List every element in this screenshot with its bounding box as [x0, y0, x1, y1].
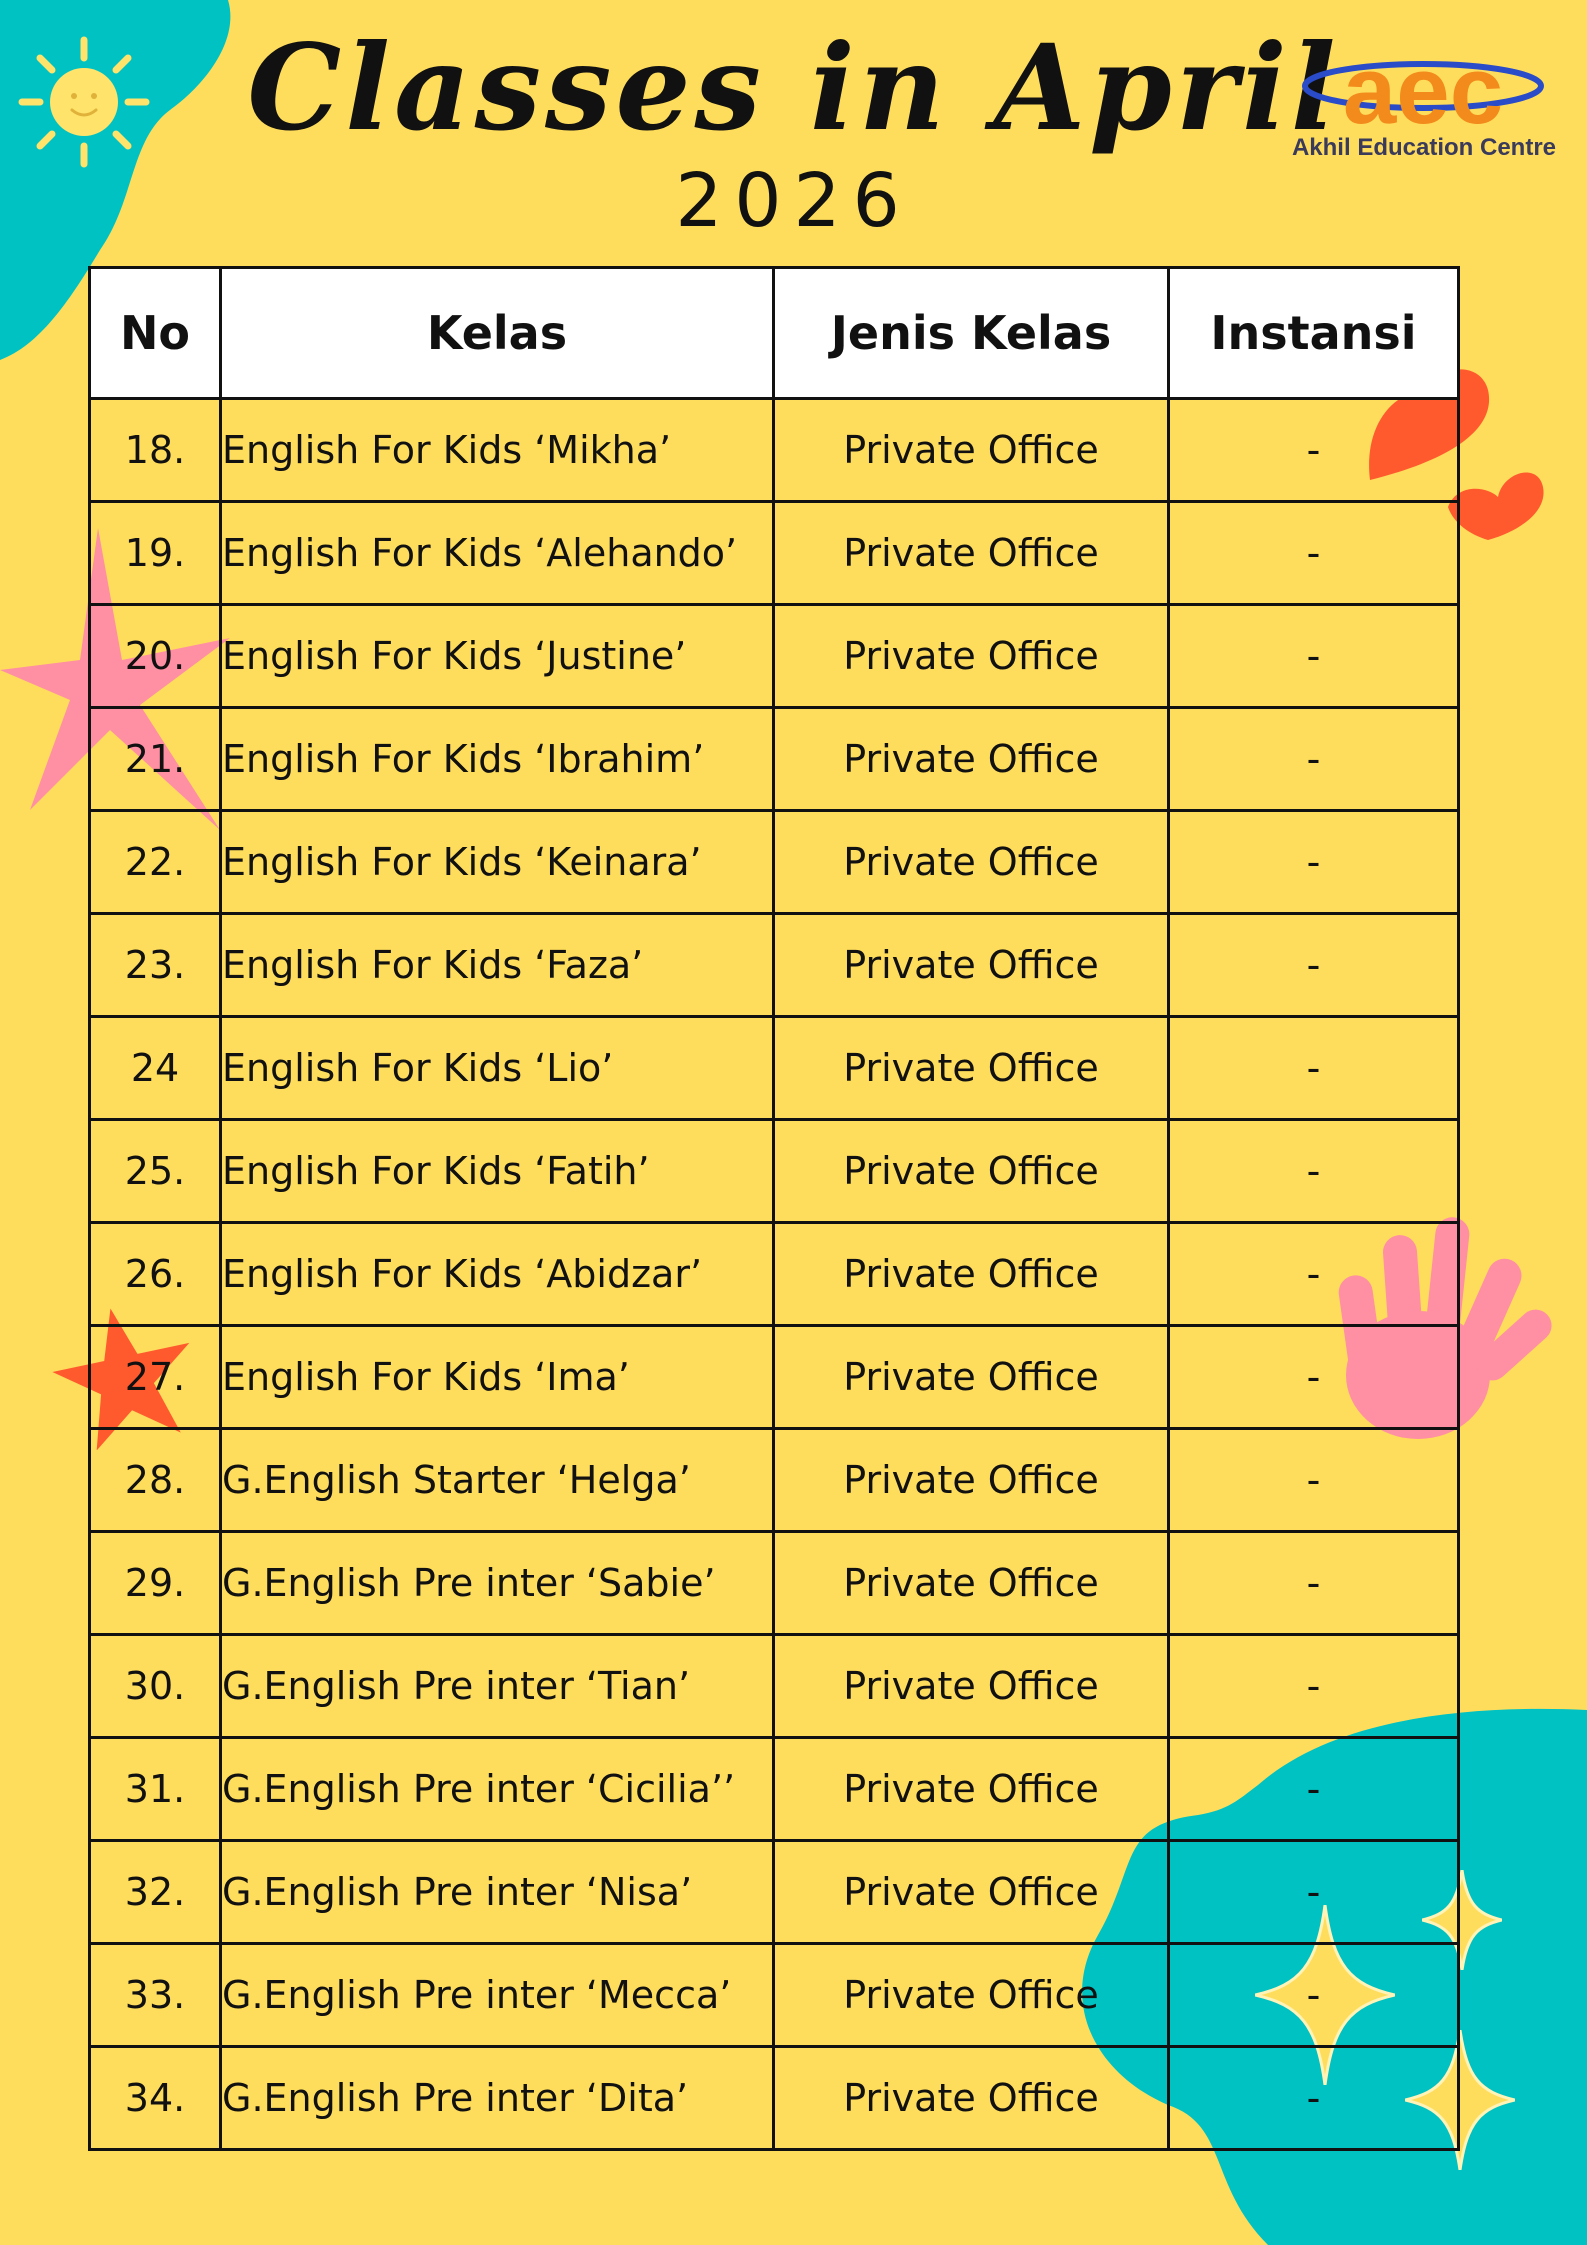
table-row: [90, 1841, 1459, 1944]
column-header-instansi: Instansi: [1169, 268, 1459, 399]
table-row: [90, 1635, 1459, 1738]
row-kelas: English For Kids ‘Keinara’: [221, 811, 774, 914]
row-jenis-kelas: Private Office: [774, 1429, 1169, 1532]
row-instansi: -: [1169, 605, 1459, 708]
page-year: 2026: [675, 158, 912, 244]
row-no: 23.: [90, 914, 221, 1017]
row-jenis-kelas: Private Office: [774, 914, 1169, 1017]
row-no: 26.: [90, 1223, 221, 1326]
row-kelas: English For Kids ‘Fatih’: [221, 1120, 774, 1223]
row-jenis-kelas: Private Office: [774, 1326, 1169, 1429]
row-instansi: -: [1169, 2047, 1459, 2150]
page-title: Classes in April: [247, 18, 1340, 157]
row-instansi: -: [1169, 399, 1459, 502]
row-kelas: G.English Pre inter ‘Nisa’: [221, 1841, 774, 1944]
row-jenis-kelas: Private Office: [774, 1532, 1169, 1635]
table-row: [90, 1223, 1459, 1326]
row-no: 24: [90, 1017, 221, 1120]
row-no: 29.: [90, 1532, 221, 1635]
row-no: 27.: [90, 1326, 221, 1429]
row-instansi: -: [1169, 1738, 1459, 1841]
row-no: 18.: [90, 399, 221, 502]
row-jenis-kelas: Private Office: [774, 811, 1169, 914]
row-kelas: English For Kids ‘Abidzar’: [221, 1223, 774, 1326]
table-row: [90, 2047, 1459, 2150]
row-kelas: English For Kids ‘Ibrahim’: [221, 708, 774, 811]
row-jenis-kelas: Private Office: [774, 2047, 1169, 2150]
row-instansi: -: [1169, 502, 1459, 605]
row-kelas: English For Kids ‘Alehando’: [221, 502, 774, 605]
table-row: [90, 1429, 1459, 1532]
row-kelas: G.English Pre inter ‘Sabie’: [221, 1532, 774, 1635]
row-instansi: -: [1169, 1635, 1459, 1738]
table-row: [90, 914, 1459, 1017]
row-instansi: -: [1169, 708, 1459, 811]
row-jenis-kelas: Private Office: [774, 605, 1169, 708]
row-no: 25.: [90, 1120, 221, 1223]
row-jenis-kelas: Private Office: [774, 1635, 1169, 1738]
row-jenis-kelas: Private Office: [774, 1841, 1169, 1944]
table-row: [90, 1944, 1459, 2047]
row-kelas: G.English Starter ‘Helga’: [221, 1429, 774, 1532]
row-no: 19.: [90, 502, 221, 605]
row-jenis-kelas: Private Office: [774, 1223, 1169, 1326]
row-kelas: G.English Pre inter ‘Cicilia’’: [221, 1738, 774, 1841]
row-kelas: English For Kids ‘Ima’: [221, 1326, 774, 1429]
row-instansi: -: [1169, 1944, 1459, 2047]
table-row: [90, 1738, 1459, 1841]
row-jenis-kelas: Private Office: [774, 1017, 1169, 1120]
column-header-kelas: Kelas: [221, 268, 774, 399]
row-instansi: -: [1169, 914, 1459, 1017]
column-header-no: No: [90, 268, 221, 399]
row-kelas: English For Kids ‘Mikha’: [221, 399, 774, 502]
row-kelas: G.English Pre inter ‘Mecca’: [221, 1944, 774, 2047]
table-row: [90, 1120, 1459, 1223]
row-jenis-kelas: Private Office: [774, 1120, 1169, 1223]
row-kelas: G.English Pre inter ‘Dita’: [221, 2047, 774, 2150]
row-no: 30.: [90, 1635, 221, 1738]
class-schedule-table: [88, 266, 1460, 2151]
row-jenis-kelas: Private Office: [774, 1738, 1169, 1841]
table-row: [90, 811, 1459, 914]
row-no: 32.: [90, 1841, 221, 1944]
table-row: [90, 605, 1459, 708]
row-kelas: G.English Pre inter ‘Tian’: [221, 1635, 774, 1738]
row-jenis-kelas: Private Office: [774, 1944, 1169, 2047]
table-row: [90, 708, 1459, 811]
row-instansi: -: [1169, 1326, 1459, 1429]
row-jenis-kelas: Private Office: [774, 502, 1169, 605]
row-instansi: -: [1169, 1223, 1459, 1326]
row-instansi: -: [1169, 811, 1459, 914]
row-instansi: -: [1169, 1532, 1459, 1635]
heart-icon: [1448, 462, 1548, 542]
column-header-jenis-kelas: Jenis Kelas: [774, 268, 1169, 399]
row-kelas: English For Kids ‘Faza’: [221, 914, 774, 1017]
row-instansi: -: [1169, 1120, 1459, 1223]
logo-wordmark: aec: [1342, 37, 1504, 144]
row-no: 34.: [90, 2047, 221, 2150]
row-instansi: -: [1169, 1429, 1459, 1532]
row-jenis-kelas: Private Office: [774, 399, 1169, 502]
row-no: 21.: [90, 708, 221, 811]
row-jenis-kelas: Private Office: [774, 708, 1169, 811]
row-no: 33.: [90, 1944, 221, 2047]
row-no: 28.: [90, 1429, 221, 1532]
logo-caption: Akhil Education Centre: [1291, 134, 1557, 161]
table-row: [90, 399, 1459, 502]
row-instansi: -: [1169, 1841, 1459, 1944]
row-no: 22.: [90, 811, 221, 914]
table-row: [90, 1326, 1459, 1429]
row-kelas: English For Kids ‘Justine’: [221, 605, 774, 708]
row-instansi: -: [1169, 1017, 1459, 1120]
row-no: 20.: [90, 605, 221, 708]
table-header-row: [90, 268, 1459, 399]
table-row: [90, 502, 1459, 605]
table-row: [90, 1017, 1459, 1120]
row-no: 31.: [90, 1738, 221, 1841]
table-row: [90, 1532, 1459, 1635]
row-kelas: English For Kids ‘Lio’: [221, 1017, 774, 1120]
